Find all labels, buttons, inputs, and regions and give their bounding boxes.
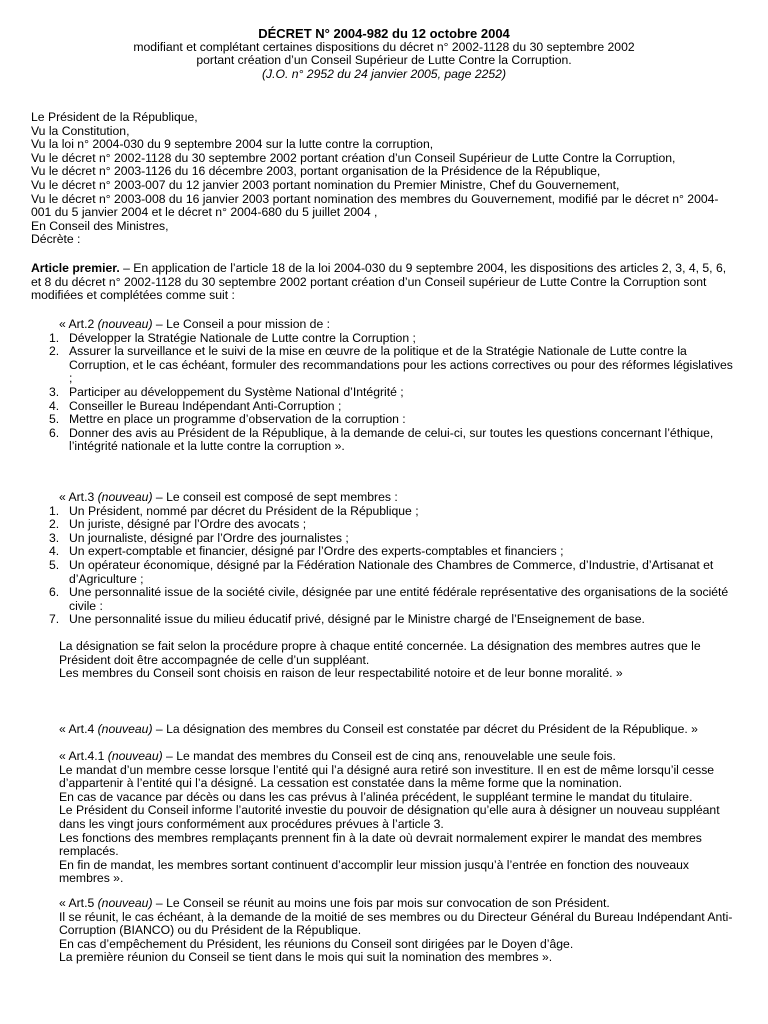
article-2-list: [49, 330, 739, 454]
article-4-1: « Art.4.1 (nouveau) – Le mandat des membres du Conseil est de cinq ans, renouvelable une seule fois. Le mandat d’un membre cesse lorsque l’entité qui l’a désigné aura retiré son investiture. Il en est de même lorsqu’il cesse d’appartenir à l’entité qui l’a désigné. La cessation est constatée dans la même forme que la nomination. En cas de vacance par décès ou dans les cas prévus à l’alinéa précédent, le suppléant termine le mandat du titulaire. Le Président du Conseil informe l’autorité investie du pouvoir de désignation qu’elle aura à désigner un nouveau suppléant dans les vingt jours conformément aux procédures prévues à l’article 3. Les fonctions des membres remplaçants prennent fin à la date où devrait normalement expirer le mandat des membres remplacés. En fin de mandat, les membres sortant continuent d’accomplir leur mission jusqu’à l’entrée en fonction des nouveaux membres ».: [59, 750, 739, 886]
article-4: « Art.4 (nouveau) – La désignation des membres du Conseil est constatée par décret du Président de la République. »: [59, 722, 698, 736]
article-paragraph: En cas de vacance par décès ou dans les cas prévus à l’alinéa précédent, le suppléant termine le mandat du titulaire.: [59, 789, 693, 804]
nouveau-note: (nouveau): [97, 490, 153, 504]
article-3-intro: « Art.3 (nouveau) – Le conseil est composé de sept membres :: [59, 490, 398, 504]
list-item: 2. Assurer la surveillance et le suivi de la mise en œuvre de la politique et de la Stratégie Nationale de Lutte contre la Corruption, et le cas échéant, formuler des recommandations pour les actions correctives ou pour des réformes législatives ;: [49, 344, 733, 386]
list-item: 6. Une personnalité issue de la société civile, désignée par une entité fédérale représentative des organisations de la société civile :: [49, 585, 729, 613]
article-5: « Art.5 (nouveau) – Le Conseil se réunit au moins une fois par mois sur convocation de son Président. Il se réunit, le cas échéant, à la demande de la moitié de ses membres ou du Directeur Général du Bureau Indépendant Anti-Corruption (BIANCO) ou du Président de la République. En cas d’empêchement du Président, les réunions du Conseil sont dirigées par le Doyen d’âge. La première réunion du Conseil se tient dans le mois qui suit la nomination des membres ».: [59, 897, 739, 965]
list-item: 5. Mettre en place un programme d’observation de la corruption :: [49, 412, 406, 427]
preamble-line: Le Président de la République,: [31, 110, 198, 124]
preamble-line: Vu le décret n° 2003-1126 du 16 décembre 2003, portant organisation de la Présidence de la République,: [31, 164, 601, 179]
preamble-line: Vu le décret n° 2002-1128 du 30 septembre 2002 portant création d’un Conseil Supérieur de Lutte Contre la Corruption,: [31, 150, 676, 165]
preamble-line: Décrète :: [31, 232, 81, 247]
decree-title: DÉCRET N° 2004-982 du 12 octobre 2004: [258, 26, 510, 41]
article-paragraph: Le Président du Conseil informe l’autorité investie du pouvoir de désignation qu’elle aura à désigner un nouveau suppléant dans les vingt jours conformément aux procédures prévues à l’article 3.: [59, 803, 720, 831]
nouveau-note: (nouveau): [97, 722, 153, 736]
list-item: 3. Participer au développement du Système National d’Intégrité ;: [49, 384, 404, 399]
list-item: 6. Donner des avis au Président de la République, à la demande de celui-ci, sur toutes les questions concernant l’éthique, l’intégrité nationale et la lutte contre la corruption ».: [49, 425, 714, 454]
article-premier: [31, 262, 731, 303]
list-item: 1. Développer la Stratégie Nationale de Lutte contre la Corruption ;: [49, 330, 416, 345]
decree-header: [0, 27, 768, 81]
article-paragraph: Il se réunit, le cas échéant, à la demande de la moitié de ses membres ou du Directeur Général du Bureau Indépendant Anti-Corruption (BIANCO) ou du Président de la République.: [59, 909, 733, 938]
preamble-line: Vu le décret n° 2003-007 du 12 janvier 2003 portant nomination du Premier Ministre, Chef du Gouvernement,: [31, 177, 620, 192]
list-item: 1. Un Président, nommé par décret du Président de la République ;: [49, 503, 419, 518]
nouveau-note: (nouveau): [107, 749, 163, 763]
list-item: 7. Une personnalité issue du milieu éducatif privé, désigné par le Ministre chargé de l’Enseignement de base.: [49, 612, 645, 627]
article-premier-text: – En application de l’article 18 de la loi 2004-030 du 9 septembre 2004, les dispositions des articles 2, 3, 4, 5, 6, et 8 du décret n° 2002-1128 du 30 septembre 2002 portant création d’un Conseil supérieur de Lutte Contre la Corruption sont modifiées et complétées comme suit :: [31, 261, 727, 303]
nouveau-note: (nouveau): [97, 896, 153, 910]
article-3-list: [49, 503, 739, 627]
article-2: [49, 317, 739, 454]
article-3: [49, 490, 739, 681]
article-paragraph: La première réunion du Conseil se tient dans le mois qui suit la nomination des membres ».: [59, 950, 553, 965]
preamble: [31, 111, 731, 247]
preamble-line: Vu la Constitution,: [31, 123, 130, 138]
journal-officiel-reference: (J.O. n° 2952 du 24 janvier 2005, page 2252): [261, 66, 507, 81]
list-item: 5. Un opérateur économique, désigné par la Fédération Nationale des Chambres de Commerce, d’Industrie, d’Artisanat et d’Agriculture ;: [49, 557, 714, 586]
decree-subtitle-2: portant création d’un Conseil Supérieur de Lutte Contre la Corruption.: [196, 53, 572, 68]
article-paragraph: Les fonctions des membres remplaçants prennent fin à la date où devrait normalement expirer le mandat des membres remplacés.: [59, 830, 702, 859]
preamble-line: En Conseil des Ministres,: [31, 218, 169, 233]
preamble-line: Vu la loi n° 2004-030 du 9 septembre 2004 sur la lutte contre la corruption,: [31, 137, 434, 152]
article-paragraph: En fin de mandat, les membres sortant continuent d’accomplir leur mission jusqu’à l’entrée en fonction des nouveaux membres ».: [59, 857, 690, 886]
preamble-line: Vu le décret n° 2003-008 du 16 janvier 2003 portant nomination des membres du Gouvernement, modifié par le décret n° 2004-001 du 5 janvier 2004 et le décret n° 2004-680 du 5 juillet 2004 ,: [31, 191, 719, 220]
list-item: 3. Un journaliste, désigné par l’Ordre des journalistes ;: [49, 530, 349, 545]
list-item: 4. Conseiller le Bureau Indépendant Anti-Corruption ;: [49, 398, 342, 413]
article-paragraph: En cas d’empêchement du Président, les réunions du Conseil sont dirigées par le Doyen d’âge.: [59, 936, 574, 951]
article-3-closing: La désignation se fait selon la procédure propre à chaque entité concernée. La désignation des membres autres que le Président doit être accompagnée de celle d’un suppléant.: [59, 638, 701, 667]
article-3-closing: Les membres du Conseil sont choisis en raison de leur respectabilité notoire et de leur bonne moralité. »: [59, 666, 623, 681]
list-item: 4. Un expert-comptable et financier, désigné par l’Ordre des experts-comptables et financiers ;: [49, 544, 564, 559]
article-paragraph: Le mandat d’un membre cesse lorsque l’entité qui l’a désigné aura retiré son investiture. Il en est de même lorsqu’il cesse d’appartenir à l’entité qui l’a désigné. La cessation est constatée dans la même forme que la nomination.: [59, 762, 715, 791]
decree-subtitle-1: modifiant et complétant certaines dispositions du décret n° 2002-1128 du 30 septembre 2002: [133, 39, 635, 54]
nouveau-note: (nouveau): [97, 317, 153, 331]
article-premier-label: Article premier.: [31, 261, 120, 275]
list-item: 2. Un juriste, désigné par l’Ordre des avocats ;: [49, 517, 307, 532]
article-2-intro: « Art.2 (nouveau) – Le Conseil a pour mission de :: [59, 317, 331, 331]
